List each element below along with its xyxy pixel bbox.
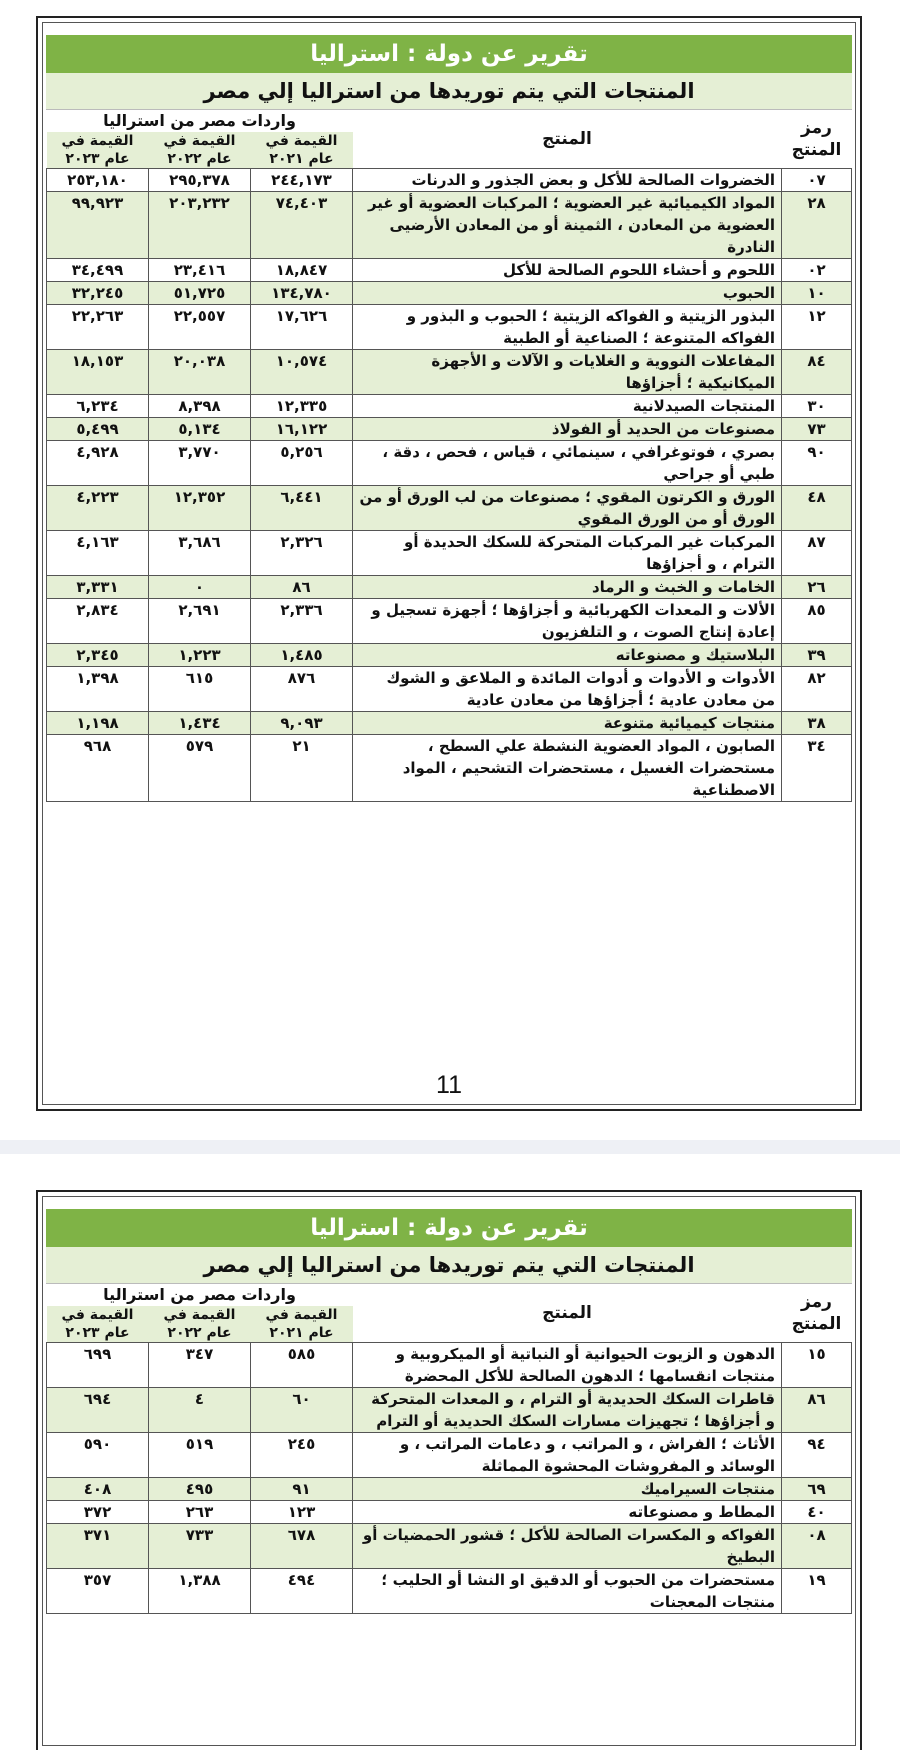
product-name: الخضروات الصالحة للأكل و بعض الجذور و الدرنات (353, 169, 782, 192)
report-page-2 (36, 1190, 862, 1750)
value-2022: ١٢,٣٥٢ (149, 486, 251, 531)
value-2023: ٣٢,٢٤٥ (47, 282, 149, 305)
value-2023: ٥,٤٩٩ (47, 418, 149, 441)
value-2022: ٥١٩ (149, 1433, 251, 1478)
value-2021: ٢,٣٢٦ (251, 531, 353, 576)
table-row (47, 350, 852, 395)
product-name: الورق و الكرتون المقوي ؛ مصنوعات من لب الورق أو من الورق أو من الورق المقوي (353, 486, 782, 531)
value-2023: ٢,٨٣٤ (47, 599, 149, 644)
imports-table (46, 1284, 852, 1614)
value-2021: ١٣٤,٧٨٠ (251, 282, 353, 305)
product-code: ١٥ (782, 1343, 852, 1388)
column-header-group: واردات مصر من استراليا (47, 1284, 353, 1306)
imports-table (46, 110, 852, 802)
product-code: ١٠ (782, 282, 852, 305)
product-code: ١٢ (782, 305, 852, 350)
value-2022: ٢٠٣,٢٣٢ (149, 192, 251, 259)
value-2021: ٢٤٤,١٧٣ (251, 169, 353, 192)
table-row (47, 1501, 852, 1524)
product-name: الأدوات و الأدوات و أدوات المائدة و الملاعق و الشوك من معادن عادية ؛ أجزاؤها من معادن عادية (353, 667, 782, 712)
column-header-2022: القيمة في عام ٢٠٢٢ (149, 1306, 251, 1343)
table-row (47, 712, 852, 735)
value-2021: ٩١ (251, 1478, 353, 1501)
column-header-product: المنتج (353, 110, 782, 169)
column-header-product: المنتج (353, 1284, 782, 1343)
product-name: مصنوعات من الحديد أو الفولاذ (353, 418, 782, 441)
value-2022: ١,٣٨٨ (149, 1569, 251, 1614)
product-name: الفواكه و المكسرات الصالحة للأكل ؛ قشور الحمضيات أو البطيخ (353, 1524, 782, 1569)
value-2022: ٤ (149, 1388, 251, 1433)
value-2022: ٥٧٩ (149, 735, 251, 802)
report-page-1 (36, 16, 862, 1111)
value-2023: ٢٥٣,١٨٠ (47, 169, 149, 192)
table-row (47, 192, 852, 259)
value-2022: ٢٦٣ (149, 1501, 251, 1524)
value-2021: ٩,٠٩٣ (251, 712, 353, 735)
product-name: منتجات كيميائية متنوعة (353, 712, 782, 735)
table-row (47, 667, 852, 712)
value-2022: ٣,٦٨٦ (149, 531, 251, 576)
value-2021: ٥,٢٥٦ (251, 441, 353, 486)
value-2022: ٤٩٥ (149, 1478, 251, 1501)
product-code: ١٩ (782, 1569, 852, 1614)
product-code: ٢٦ (782, 576, 852, 599)
value-2023: ٦,٢٣٤ (47, 395, 149, 418)
value-2022: ٥١,٧٢٥ (149, 282, 251, 305)
column-header-2023: القيمة في عام ٢٠٢٣ (47, 1306, 149, 1343)
table-row (47, 1478, 852, 1501)
value-2023: ٤٠٨ (47, 1478, 149, 1501)
value-2022: ٢,٦٩١ (149, 599, 251, 644)
value-2022: ٥,١٣٤ (149, 418, 251, 441)
report-content (46, 1209, 852, 1614)
value-2021: ٦,٤٤١ (251, 486, 353, 531)
table-row (47, 576, 852, 599)
value-2023: ١,٣٩٨ (47, 667, 149, 712)
product-code: ٣٨ (782, 712, 852, 735)
value-2021: ٦٧٨ (251, 1524, 353, 1569)
value-2021: ١٢,٣٣٥ (251, 395, 353, 418)
table-row (47, 486, 852, 531)
value-2022: ٢٩٥,٣٧٨ (149, 169, 251, 192)
value-2023: ١٨,١٥٣ (47, 350, 149, 395)
column-header-2021: القيمة في عام ٢٠٢١ (251, 132, 353, 169)
product-code: ٦٩ (782, 1478, 852, 1501)
value-2023: ٩٩,٩٢٣ (47, 192, 149, 259)
value-2021: ٥٨٥ (251, 1343, 353, 1388)
value-2023: ٢٢,٢٦٣ (47, 305, 149, 350)
value-2023: ٦٩٤ (47, 1388, 149, 1433)
product-name: اللحوم و أحشاء اللحوم الصالحة للأكل (353, 259, 782, 282)
product-code: ٣٤ (782, 735, 852, 802)
value-2021: ٢١ (251, 735, 353, 802)
page-separator (0, 1140, 900, 1154)
product-code: ٠٧ (782, 169, 852, 192)
product-name: منتجات السيراميك (353, 1478, 782, 1501)
column-header-2021: القيمة في عام ٢٠٢١ (251, 1306, 353, 1343)
value-2021: ١٢٣ (251, 1501, 353, 1524)
product-name: البلاستيك و مصنوعاته (353, 644, 782, 667)
value-2022: ٧٣٣ (149, 1524, 251, 1569)
product-name: مستحضرات من الحبوب أو الدقيق او النشا أو الحليب ؛ منتجات المعجنات (353, 1569, 782, 1614)
value-2023: ٤,٩٢٨ (47, 441, 149, 486)
table-row (47, 282, 852, 305)
value-2021: ٨٧٦ (251, 667, 353, 712)
value-2022: ٢٢,٥٥٧ (149, 305, 251, 350)
value-2023: ٣٥٧ (47, 1569, 149, 1614)
product-name: الألات و المعدات الكهربائية و أجزاؤها ؛ أجهزة تسجيل و إعادة إنتاج الصوت ، و التلفزيون (353, 599, 782, 644)
table-row (47, 735, 852, 802)
table-row (47, 1343, 852, 1388)
product-code: ٩٠ (782, 441, 852, 486)
product-name: الخامات و الخبث و الرماد (353, 576, 782, 599)
value-2021: ١٠,٥٧٤ (251, 350, 353, 395)
table-row (47, 259, 852, 282)
report-subtitle: المنتجات التي يتم توريدها من استراليا إلي مصر (46, 1247, 852, 1284)
value-2021: ١٧,٦٢٦ (251, 305, 353, 350)
product-code: ٠٨ (782, 1524, 852, 1569)
product-code: ٩٤ (782, 1433, 852, 1478)
value-2023: ٦٩٩ (47, 1343, 149, 1388)
product-code: ٣٠ (782, 395, 852, 418)
value-2023: ٣٤,٤٩٩ (47, 259, 149, 282)
value-2023: ١,١٩٨ (47, 712, 149, 735)
value-2022: ١,٤٣٤ (149, 712, 251, 735)
page-number: 11 (436, 1071, 462, 1099)
value-2023: ٣٧١ (47, 1524, 149, 1569)
product-code: ٨٦ (782, 1388, 852, 1433)
product-code: ٤٨ (782, 486, 852, 531)
value-2023: ٤,١٦٣ (47, 531, 149, 576)
report-title: تقرير عن دولة : استراليا (46, 1209, 852, 1247)
product-code: ٤٠ (782, 1501, 852, 1524)
table-row (47, 1433, 852, 1478)
column-header-code: رمز المنتج (782, 1284, 852, 1343)
report-subtitle: المنتجات التي يتم توريدها من استراليا إلي مصر (46, 73, 852, 110)
table-row (47, 599, 852, 644)
value-2021: ٤٩٤ (251, 1569, 353, 1614)
product-name: البذور الزيتية و الفواكه الزيتية ؛ الحبوب و البذور و الفواكه المتنوعة ؛ الصناعية أو الطبية (353, 305, 782, 350)
table-row (47, 644, 852, 667)
table-row (47, 531, 852, 576)
value-2022: ٣,٧٧٠ (149, 441, 251, 486)
value-2021: ١٨,٨٤٧ (251, 259, 353, 282)
product-name: الدهون و الزيوت الحيوانية أو النباتية أو الميكروبية و منتجات انقسامها ؛ الدهون الصالحة للأكل المحضرة (353, 1343, 782, 1388)
value-2022: ٠ (149, 576, 251, 599)
product-name: المنتجات الصيدلانية (353, 395, 782, 418)
value-2022: ٢٠,٠٣٨ (149, 350, 251, 395)
report-title: تقرير عن دولة : استراليا (46, 35, 852, 73)
value-2022: ٢٣,٤١٦ (149, 259, 251, 282)
value-2021: ٢,٣٣٦ (251, 599, 353, 644)
report-content (46, 35, 852, 802)
product-code: ٠٢ (782, 259, 852, 282)
value-2021: ٧٤,٤٠٣ (251, 192, 353, 259)
product-code: ٧٣ (782, 418, 852, 441)
value-2023: ٩٦٨ (47, 735, 149, 802)
column-header-group: واردات مصر من استراليا (47, 110, 353, 132)
product-code: ٨٧ (782, 531, 852, 576)
column-header-2023: القيمة في عام ٢٠٢٣ (47, 132, 149, 169)
column-header-2022: القيمة في عام ٢٠٢٢ (149, 132, 251, 169)
product-name: الصابون ، المواد العضوية النشطة علي السطح ، مستحضرات الغسيل ، مستحضرات التشحيم ، المواد الاصطناعية (353, 735, 782, 802)
value-2021: ١٦,١٢٢ (251, 418, 353, 441)
table-row (47, 1524, 852, 1569)
product-name: الحبوب (353, 282, 782, 305)
value-2021: ٦٠ (251, 1388, 353, 1433)
table-row (47, 1569, 852, 1614)
column-header-code: رمز المنتج (782, 110, 852, 169)
product-name: المفاعلات النووية و الغلايات و الآلات و الأجهزة الميكانيكية ؛ أجزاؤها (353, 350, 782, 395)
value-2023: ٤,٢٢٣ (47, 486, 149, 531)
value-2022: ٣٤٧ (149, 1343, 251, 1388)
product-name: قاطرات السكك الحديدية أو الترام ، و المعدات المتحركة و أجزاؤها ؛ تجهيزات مسارات السكك الحديدية أو الترام (353, 1388, 782, 1433)
product-name: المواد الكيميائية غير العضوية ؛ المركبات العضوية أو غير العضوية من المعادن ، الثمينة أو من المعادن الأرضيى النادرة (353, 192, 782, 259)
product-name: بصري ، فوتوغرافي ، سينمائي ، قياس ، فحص ، دقة ، طبي أو جراحي (353, 441, 782, 486)
value-2023: ٣,٣٣١ (47, 576, 149, 599)
value-2021: ١,٤٨٥ (251, 644, 353, 667)
table-row (47, 418, 852, 441)
value-2023: ٣٧٢ (47, 1501, 149, 1524)
product-code: ٨٥ (782, 599, 852, 644)
product-code: ٨٤ (782, 350, 852, 395)
value-2022: ١,٢٢٣ (149, 644, 251, 667)
product-name: المطاط و مصنوعاته (353, 1501, 782, 1524)
product-name: الأثاث ؛ الفراش ، و المراتب ، و دعامات المراتب ، و الوسائد و المفروشات المحشوة المماثلة (353, 1433, 782, 1478)
value-2022: ٨,٣٩٨ (149, 395, 251, 418)
product-code: ٣٩ (782, 644, 852, 667)
table-row (47, 441, 852, 486)
value-2021: ٨٦ (251, 576, 353, 599)
value-2022: ٦١٥ (149, 667, 251, 712)
value-2023: ٢,٣٤٥ (47, 644, 149, 667)
table-row (47, 395, 852, 418)
product-name: المركبات غير المركبات المتحركة للسكك الحديدة أو الترام ، و أجزاؤها (353, 531, 782, 576)
table-row (47, 305, 852, 350)
table-row (47, 169, 852, 192)
value-2021: ٢٤٥ (251, 1433, 353, 1478)
table-row (47, 1388, 852, 1433)
value-2023: ٥٩٠ (47, 1433, 149, 1478)
product-code: ٢٨ (782, 192, 852, 259)
product-code: ٨٢ (782, 667, 852, 712)
